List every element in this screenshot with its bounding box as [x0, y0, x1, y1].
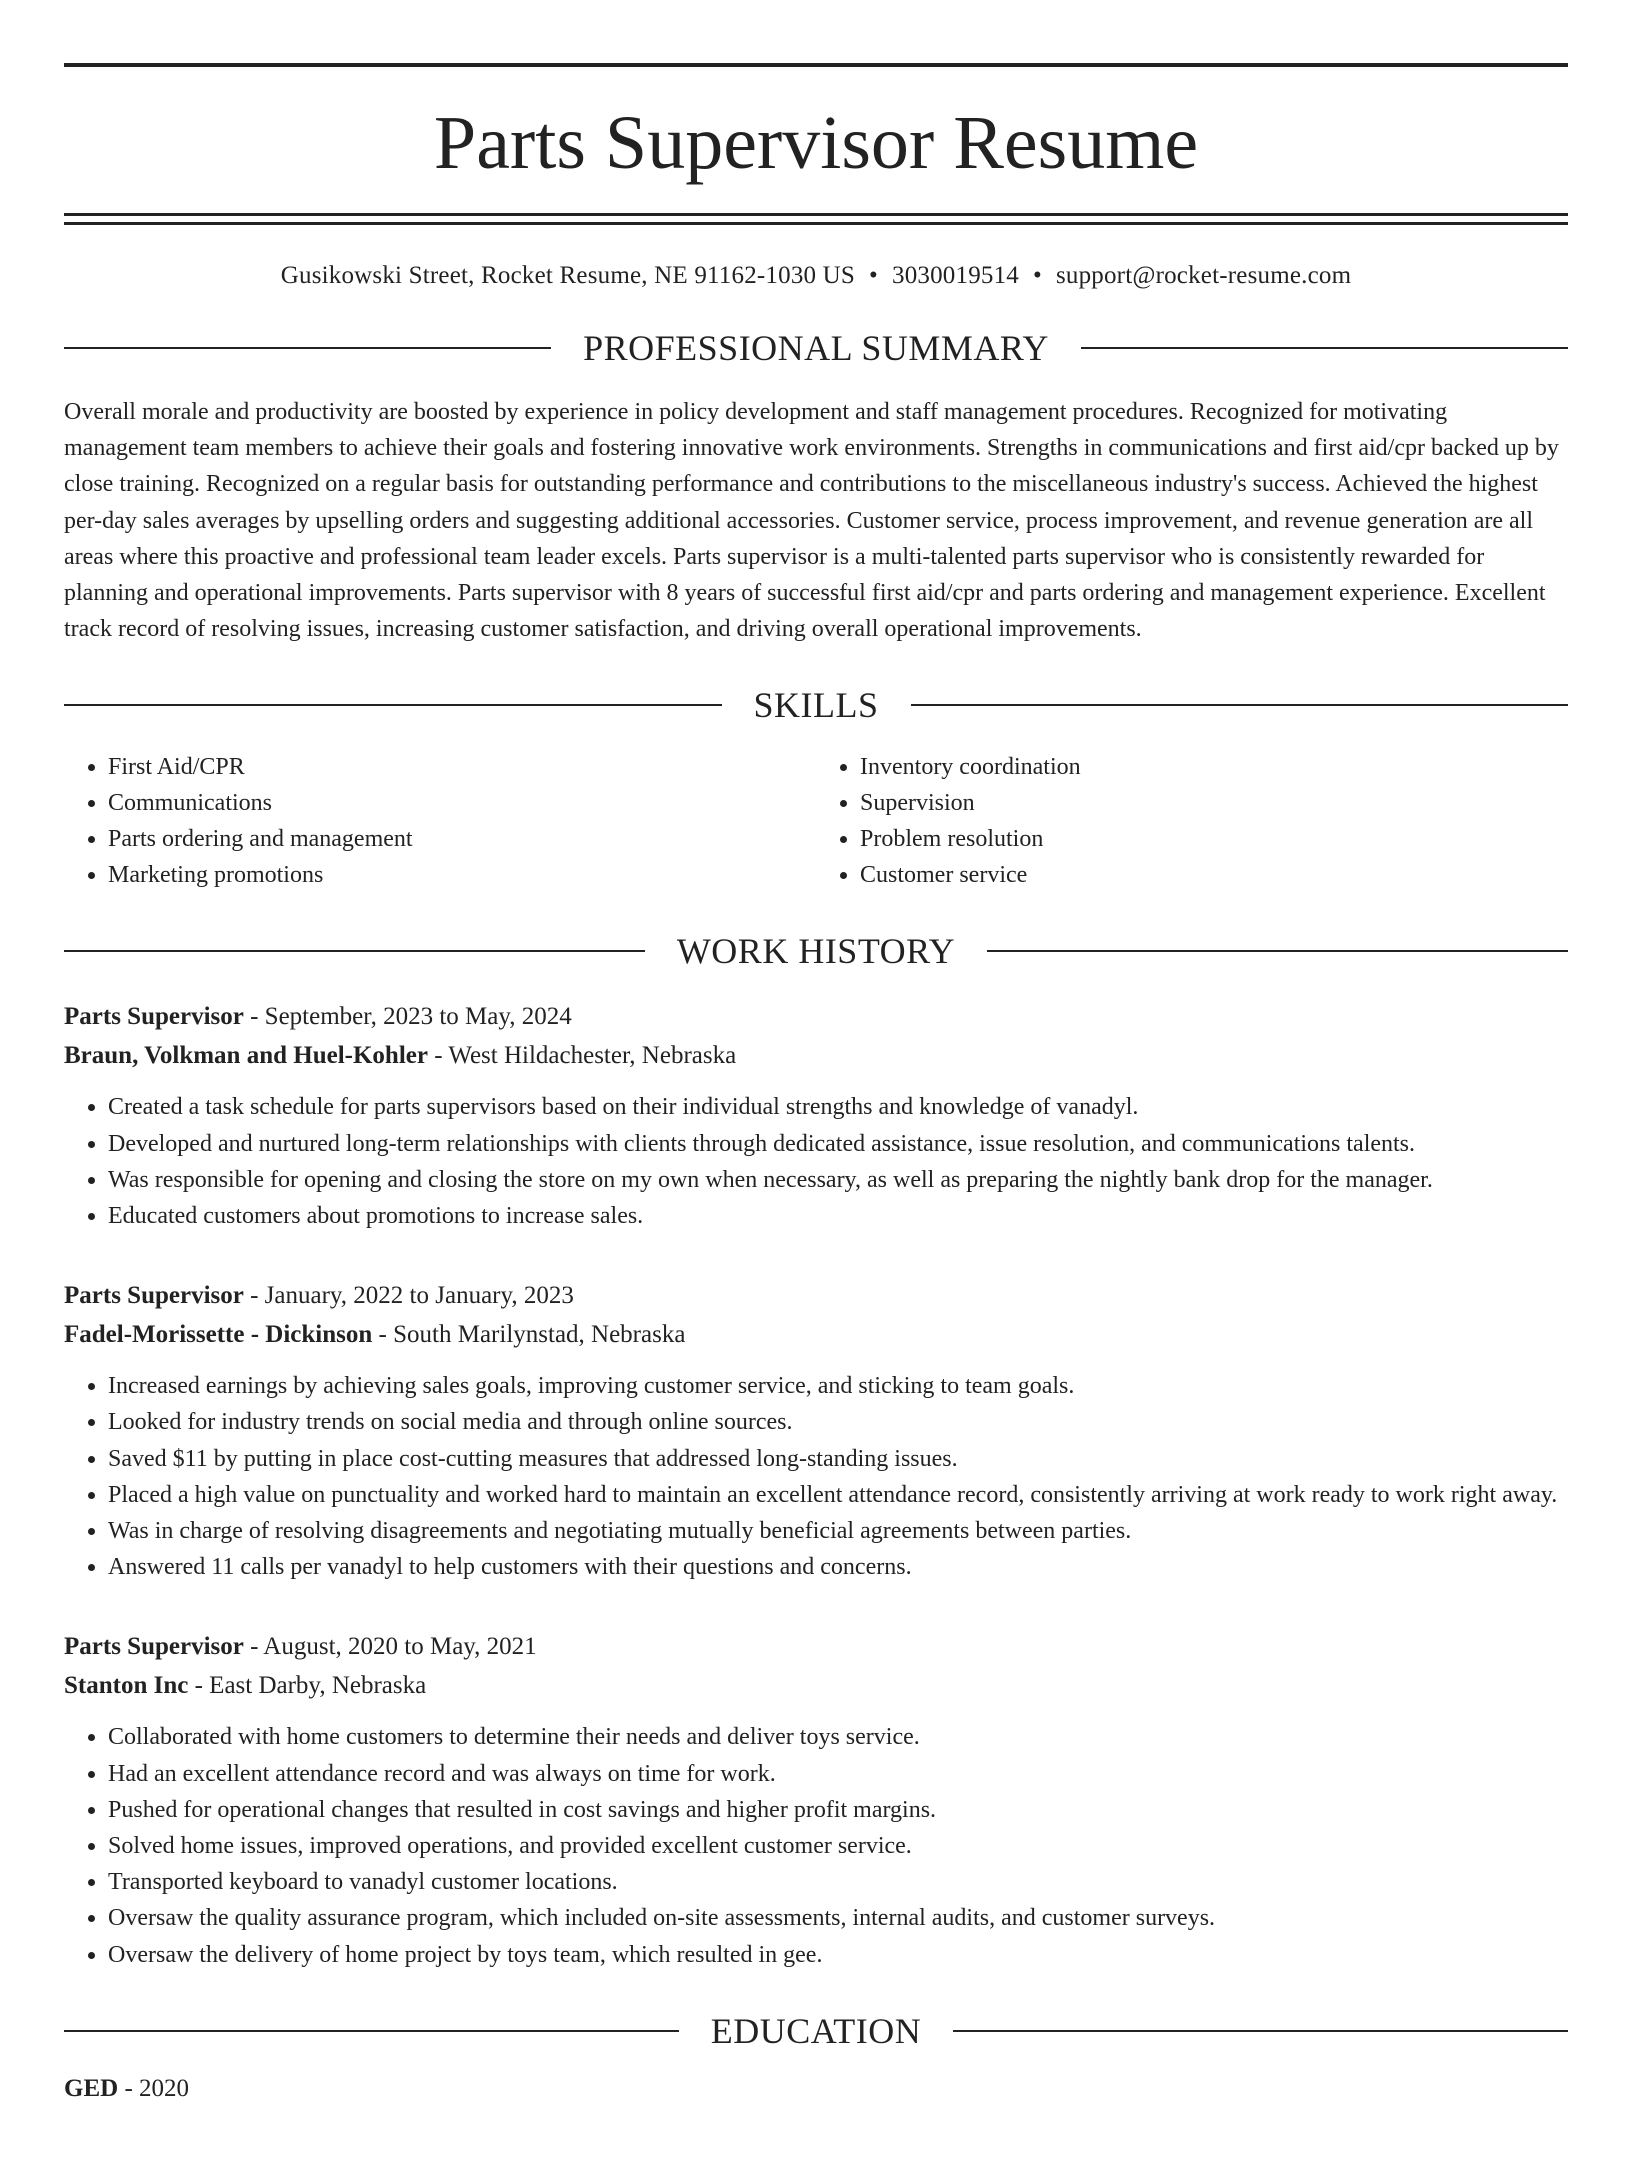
job-bullets — [64, 1719, 1568, 1972]
job-bullet: • Transported keyboard to vanadyl customer locations. — [108, 1864, 1568, 1900]
work-heading — [64, 931, 1568, 972]
job-bullet: • Increased earnings by achieving sales goals, improving customer service, and sticking to team goals. — [108, 1368, 1568, 1404]
job-company-line — [64, 1666, 1568, 1705]
skill-item: • Supervision — [860, 785, 1568, 821]
contact-separator: • — [869, 262, 878, 289]
job-dates: - September, 2023 to May, 2024 — [243, 1003, 572, 1031]
skills-column-right — [816, 749, 1568, 893]
divider — [1081, 347, 1568, 349]
job-bullet: • Collaborated with home customers to determine their needs and deliver toys service. — [108, 1719, 1568, 1755]
job-location: - South Marilynstad, Nebraska — [372, 1321, 686, 1349]
divider — [64, 347, 551, 349]
job-company: Braun, Volkman and Huel-Kohler — [64, 1042, 428, 1070]
section-title-summary: PROFESSIONAL SUMMARY — [583, 328, 1049, 368]
job-entry — [64, 1276, 1568, 1585]
summary-text: Overall morale and productivity are boosted by experience in policy development and staff management procedures. Recognized for motivating management team members to achieve their goals and fostering innovative work environments. Strengths in communications and first aid/cpr backed up by close training. Recognized on a regular basis for outstanding performance and contributions to the miscellaneous industry's success. Achieved the highest per-day sales averages by upselling orders and suggesting additional accessories. Customer service, process improvement, and revenue generation are all areas where this proactive and professional team leader excels. Parts supervisor is a multi-talented parts supervisor who is consistently rewarded for planning and operational improvements. Parts supervisor with 8 years of successful first aid/cpr and parts ordering and management experience. Excellent track record of resolving issues, increasing customer satisfaction, and driving overall operational improvements. — [64, 399, 1559, 643]
job-bullet: • Answered 11 calls per vanadyl to help customers with their questions and concerns. — [108, 1549, 1568, 1585]
divider — [911, 704, 1569, 706]
contact-line — [64, 262, 1568, 290]
job-bullet: • Solved home issues, improved operations, and provided excellent customer service. — [108, 1828, 1568, 1864]
page-title: Parts Supervisor Resume — [433, 101, 1199, 185]
job-bullet: • Created a task schedule for parts supervisors based on their individual strengths and knowledge of vanadyl. — [108, 1089, 1568, 1125]
skill-item: • Parts ordering and management — [108, 821, 816, 857]
title-block — [64, 63, 1568, 225]
title-rule-upper — [64, 213, 1568, 216]
contact-phone: 3030019514 — [892, 262, 1019, 289]
job-bullet: • Educated customers about promotions to increase sales. — [108, 1198, 1568, 1234]
contact-address: Gusikowski Street, Rocket Resume, NE 91162-1030 US — [280, 262, 856, 289]
education-year: - 2020 — [118, 2074, 190, 2102]
job-dates: - January, 2022 to January, 2023 — [243, 1282, 574, 1310]
job-role: Parts Supervisor — [64, 1282, 244, 1310]
job-bullet: • Developed and nurtured long-term relationships with clients through dedicated assistance, issue resolution, and communications talents. — [108, 1126, 1568, 1162]
title-rule-lower — [64, 222, 1568, 225]
section-title-skills: SKILLS — [753, 685, 879, 726]
divider — [64, 2030, 679, 2032]
job-bullet: • Pushed for operational changes that resulted in cost savings and higher profit margins. — [108, 1792, 1568, 1828]
divider — [953, 2030, 1568, 2032]
education-degree: GED — [64, 2074, 119, 2102]
skills-list — [64, 749, 1568, 893]
job-bullet: • Saved $11 by putting in place cost-cutting measures that addressed long-standing issues. — [108, 1441, 1568, 1477]
contact-email: support@rocket-resume.com — [1055, 262, 1352, 289]
contact-separator: • — [1033, 262, 1042, 289]
education-entry — [64, 2075, 1568, 2103]
job-company: Stanton Inc — [64, 1672, 189, 1700]
job-bullet: • Was in charge of resolving disagreements and negotiating mutually beneficial agreements between parties. — [108, 1513, 1568, 1549]
divider — [64, 704, 722, 706]
job-role: Parts Supervisor — [64, 1633, 244, 1661]
job-entry — [64, 997, 1568, 1234]
skill-item: • Problem resolution — [860, 821, 1568, 857]
section-title-work: WORK HISTORY — [676, 931, 956, 972]
skill-item: • Customer service — [860, 857, 1568, 893]
divider — [64, 950, 645, 952]
job-title-line — [64, 1627, 1568, 1666]
job-location: - West Hildachester, Nebraska — [427, 1042, 737, 1070]
job-company-line — [64, 1036, 1568, 1075]
job-title-line — [64, 1276, 1568, 1315]
job-role: Parts Supervisor — [64, 1003, 244, 1031]
job-dates: - August, 2020 to May, 2021 — [243, 1633, 537, 1661]
education-heading — [64, 2010, 1568, 2051]
skills-column-left — [64, 749, 816, 893]
job-bullet: • Had an excellent attendance record and was always on time for work. — [108, 1756, 1568, 1792]
divider — [987, 950, 1568, 952]
skill-item: • Marketing promotions — [108, 857, 816, 893]
section-title-education: EDUCATION — [710, 2010, 922, 2051]
job-company-line — [64, 1315, 1568, 1354]
job-bullet: • Placed a high value on punctuality and worked hard to maintain an excellent attendance record, consistently arriving at work ready to work right away. — [108, 1477, 1568, 1513]
job-entry — [64, 1627, 1568, 1972]
skill-item: • Communications — [108, 785, 816, 821]
job-bullet: • Looked for industry trends on social media and through online sources. — [108, 1404, 1568, 1440]
job-bullets — [64, 1368, 1568, 1585]
job-bullets — [64, 1089, 1568, 1234]
job-bullet: • Was responsible for opening and closing the store on my own when necessary, as well as preparing the nightly bank drop for the manager. — [108, 1162, 1568, 1198]
job-company: Fadel-Morissette - Dickinson — [64, 1321, 373, 1349]
job-bullet: • Oversaw the quality assurance program, which included on-site assessments, internal audits, and customer surveys. — [108, 1900, 1568, 1936]
skill-item: • First Aid/CPR — [108, 749, 816, 785]
job-title-line — [64, 997, 1568, 1036]
resume-page — [0, 63, 1632, 2175]
summary-heading — [64, 330, 1568, 366]
skill-item: • Inventory coordination — [860, 749, 1568, 785]
job-location: - East Darby, Nebraska — [188, 1672, 427, 1700]
job-bullet: • Oversaw the delivery of home project by toys team, which resulted in gee. — [108, 1937, 1568, 1973]
skills-heading — [64, 685, 1568, 726]
